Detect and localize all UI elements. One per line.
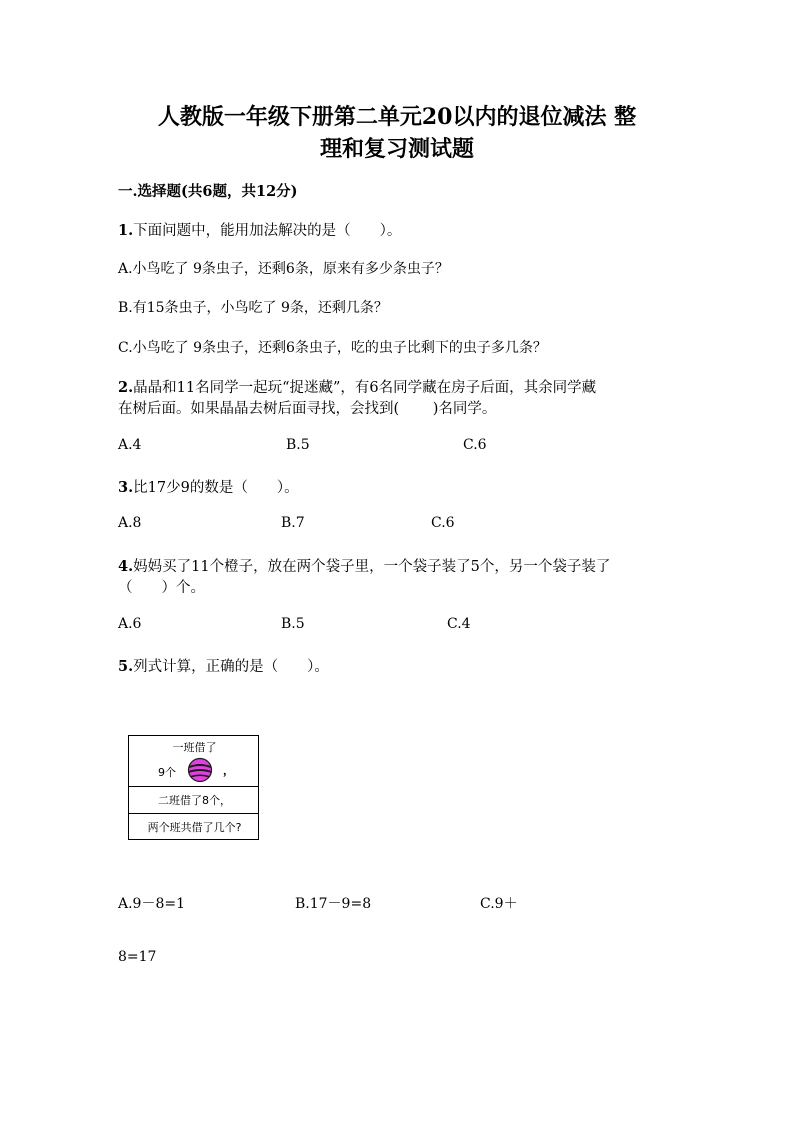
figure-row-1 bbox=[129, 736, 258, 787]
figure-row3-text: 两个班共借了几个? bbox=[147, 821, 242, 834]
question-3-number: 3. bbox=[118, 479, 134, 496]
question-4-text-1: 妈妈买了11个橙子，放在两个袋子里，一个袋子装了5个，另一个袋子装了 bbox=[133, 559, 611, 575]
figure-row1-count: 9个 bbox=[158, 766, 176, 779]
q1-option-b[interactable]: B.有15条虫子，小鸟吃了 9条，还剩几条？ bbox=[118, 300, 388, 316]
question-4-line-1 bbox=[118, 555, 610, 576]
q1-option-c[interactable]: C.小鸟吃了 9条虫子，还剩6条虫子，吃的虫子比剩下的虫子多几条？ bbox=[118, 340, 547, 356]
question-2-text-1: 晶晶和11名同学一起玩“捉迷藏”，有6名同学藏在房子后面，其余同学藏 bbox=[133, 380, 597, 396]
q5-figure-box bbox=[128, 735, 259, 840]
q3-option-c[interactable]: C.6 bbox=[431, 515, 455, 531]
figure-row-2 bbox=[129, 786, 258, 814]
question-2-number: 2. bbox=[118, 379, 134, 396]
q5-option-c-continued: 8=17 bbox=[118, 949, 157, 965]
question-5-number: 5. bbox=[118, 658, 134, 675]
question-1-text: 下面问题中，能用加法解决的是（ ）。 bbox=[133, 223, 402, 239]
q5-option-b[interactable]: B.17－9=8 bbox=[295, 896, 372, 912]
question-5-text: 列式计算，正确的是（ ）。 bbox=[133, 659, 329, 675]
question-5 bbox=[118, 655, 329, 676]
section-heading: 一.选择题(共6题，共12分) bbox=[118, 183, 298, 200]
question-3-text: 比17少9的数是（ ）。 bbox=[133, 480, 299, 496]
question-2-line-1 bbox=[118, 376, 596, 397]
question-1 bbox=[118, 219, 401, 240]
q2-option-c[interactable]: C.6 bbox=[463, 437, 487, 453]
q4-option-a[interactable]: A.6 bbox=[118, 616, 142, 632]
question-2-text-2: 在树后面。如果晶晶去树后面寻找，会找到( )名同学。 bbox=[118, 401, 497, 417]
question-3 bbox=[118, 476, 299, 497]
figure-row1-comma: ， bbox=[223, 764, 234, 777]
title-line-1: 人教版一年级下册第二单元20以内的退位减法 整 bbox=[157, 104, 637, 130]
question-1-number: 1. bbox=[118, 222, 134, 239]
q2-option-a[interactable]: A.4 bbox=[118, 437, 142, 453]
q3-option-b[interactable]: B.7 bbox=[281, 515, 305, 531]
figure-row2-text: 二班借了8个， bbox=[158, 794, 231, 807]
question-4-text-2: （ ）个。 bbox=[118, 580, 205, 596]
q2-option-b[interactable]: B.5 bbox=[286, 437, 310, 453]
question-4-number: 4. bbox=[118, 558, 134, 575]
title-line-2: 理和复习测试题 bbox=[319, 136, 474, 162]
q4-option-c[interactable]: C.4 bbox=[447, 616, 471, 632]
q3-option-a[interactable]: A.8 bbox=[118, 515, 142, 531]
figure-row1-label: 一班借了 bbox=[172, 741, 217, 754]
q1-option-a[interactable]: A.小鸟吃了 9条虫子，还剩6条，原来有多少条虫子？ bbox=[118, 261, 449, 277]
ball-icon bbox=[187, 757, 213, 783]
q5-option-c[interactable]: C.9＋ bbox=[480, 896, 518, 912]
figure-row-3 bbox=[129, 813, 258, 841]
q4-option-b[interactable]: B.5 bbox=[281, 616, 305, 632]
q5-option-a[interactable]: A.9－8=1 bbox=[118, 896, 186, 912]
